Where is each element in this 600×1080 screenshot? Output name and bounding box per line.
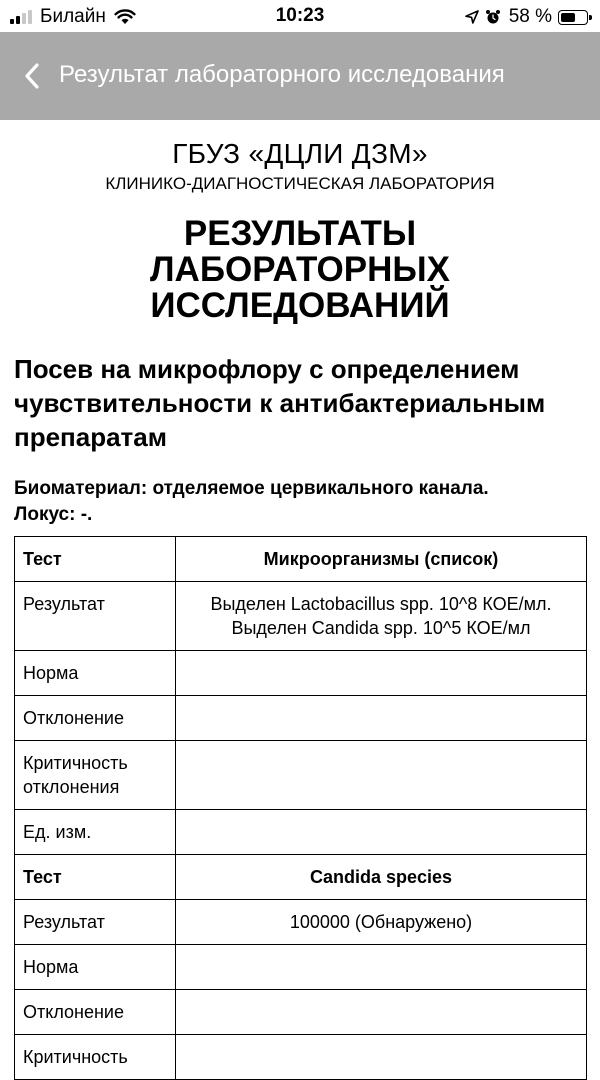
table-cell-value: [176, 990, 587, 1035]
table-row: [15, 990, 587, 1035]
document-title-line: ИССЛЕДОВАНИЙ: [150, 286, 450, 325]
table-cell-label: Тест: [15, 537, 176, 582]
carrier-name: Билайн: [40, 6, 106, 27]
table-cell-value: [176, 810, 587, 855]
table-header-row: [15, 537, 587, 582]
status-time: 10:23: [275, 5, 325, 26]
location-arrow-icon: [465, 10, 479, 24]
table-cell-value: Candida species: [176, 855, 587, 900]
status-bar: [0, 0, 600, 32]
nav-title: Результат лабораторного исследования: [59, 61, 505, 88]
biomaterial-info: [14, 476, 586, 528]
table-row: [15, 1035, 587, 1080]
table-cell-label: Норма: [15, 945, 176, 990]
table-cell-label: Отклонение: [15, 990, 176, 1035]
locus-line: Локус: -.: [14, 504, 93, 525]
alarm-icon: [485, 9, 501, 25]
table-row: [15, 900, 587, 945]
table-cell-value: [176, 945, 587, 990]
document-title-line: ЛАБОРАТОРНЫХ: [150, 250, 450, 289]
document-title: [0, 216, 600, 324]
table-cell-label: Тест: [15, 855, 176, 900]
table-cell-label: Результат: [15, 900, 176, 945]
table-cell-label: Результат: [15, 582, 176, 651]
document-content: [0, 120, 600, 1080]
table-row: [15, 810, 587, 855]
battery-percent: 58 %: [508, 6, 552, 27]
table-cell-value: [176, 741, 587, 810]
table-row: [15, 651, 587, 696]
results-table: [14, 536, 587, 1080]
table-cell-value: Микроорганизмы (список): [176, 537, 587, 582]
biomaterial-line: Биоматериал: отделяемое цервикального канала.: [14, 478, 489, 499]
table-cell-value: [176, 651, 587, 696]
organization-name: ГБУЗ «ДЦЛИ ДЗМ»: [172, 138, 428, 169]
chevron-left-icon: [18, 58, 48, 94]
table-cell-label: Отклонение: [15, 696, 176, 741]
table-cell-label: Критичность отклонения: [15, 741, 176, 810]
results-table-body: [15, 537, 587, 1080]
battery-fill: [561, 13, 575, 22]
table-row: [15, 582, 587, 651]
table-cell-value: [176, 696, 587, 741]
nav-bar: [0, 32, 600, 120]
test-name: Посев на микрофлору с определением чувствительности к антибактериальным препаратам: [14, 354, 546, 452]
document-title-line: РЕЗУЛЬТАТЫ: [183, 214, 417, 253]
battery-icon: [558, 10, 588, 25]
table-row: [15, 696, 587, 741]
laboratory-name: КЛИНИКО-ДИАГНОСТИЧЕСКАЯ ЛАБОРАТОРИЯ: [105, 174, 495, 193]
table-cell-label: Норма: [15, 651, 176, 696]
table-cell-value: [176, 1035, 587, 1080]
table-cell-label: Ед. изм.: [15, 810, 176, 855]
table-cell-value: Выделен Lactobacillus spp. 10^8 КОЕ/мл. Выделен Candida spp. 10^5 КОЕ/мл: [176, 582, 587, 651]
status-right: [465, 6, 588, 28]
table-row: [15, 945, 587, 990]
table-cell-label: Критичность: [15, 1035, 176, 1080]
table-header-row: [15, 855, 587, 900]
table-row: [15, 741, 587, 810]
back-button[interactable]: [18, 58, 48, 94]
table-cell-value: 100000 (Обнаружено): [176, 900, 587, 945]
